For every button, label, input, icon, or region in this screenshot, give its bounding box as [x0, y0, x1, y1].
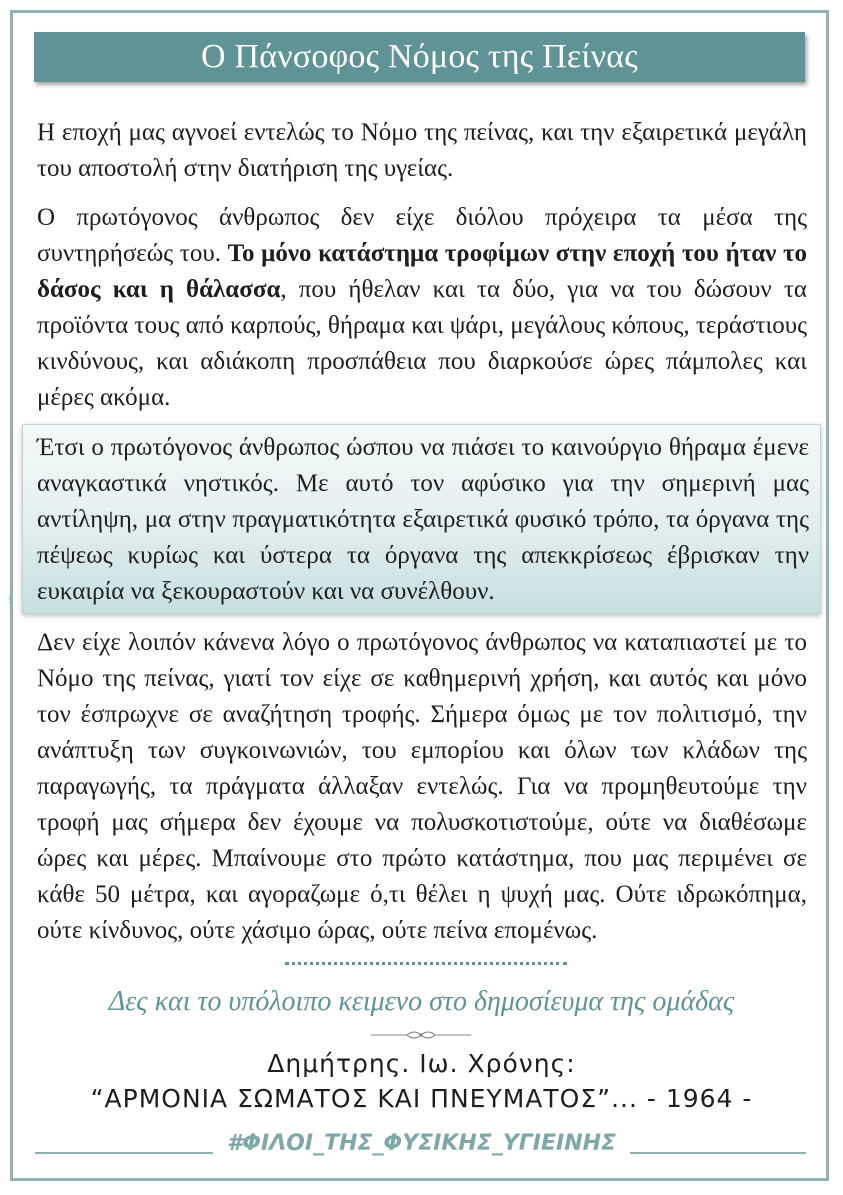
- paragraph-3-highlighted: Έτσι ο πρωτόγονος άνθρωπος ώσπου να πιάσει το καινούργιο θήραμα έμενε αναγκαστικά νηστικός. Με αυτό τον αφύσικο για την σημερινή μας αντίληψη, μα στην πραγματικότητα εξαιρετικά φυσικό τρόπο, τα όργανα της πέψεως κυρίως και ύστερα τα όργανα της απεκκρίσεως έβρισκαν την ευκαιρία να ξεκουραστούν και να συνέλθουν.: [37, 434, 809, 605]
- paragraph-2-end: , που ήθελαν και τα δύο, για να του δώσουν τα προϊόντα τους από καρπούς, θήραμα και ψάρι, μεγάλους κόπους, τεράστιους κινδύνους, και αδιάκοπη προσπάθεια που διαρκούσε ώρες πάμπολες και μέρες ακόμα.: [37, 276, 807, 411]
- dotted-separator: [285, 952, 567, 965]
- page-title: Ο Πάνσοφος Νόμος της Πείνας: [34, 32, 805, 82]
- paragraph-2: [37, 200, 807, 416]
- footer-line-left: [35, 1152, 213, 1154]
- author-work: “ΑΡΜΟΝΙΑ ΣΩΜΑΤΟΣ ΚΑΙ ΠΝΕΥΜΑΤΟΣ”... - 1964 -: [90, 1084, 753, 1113]
- hashtag: #ΦΙΛΟΙ_ΤΗΣ_ΦΥΣΙΚΗΣ_ΥΓΙΕΙΝΗΣ: [226, 1131, 617, 1156]
- frame-dot-left: ⁝: [8, 595, 12, 606]
- footer-line-right: [630, 1152, 806, 1154]
- paragraph-4: Δεν είχε λοιπόν κάνενα λόγο ο πρωτόγονος άνθρωπος να καταπιαστεί με το Νόμο της πείνας, γιατί τον είχε σε καθημερινή χρήση, και αυτός και μόνο τον έσπρωχνε σε αναζήτηση τροφής. Σήμερα όμως με τον πολιτισμό, την ανάπτυξη των συγκοινωνιών, του εμπορίου και όλων των κλάδων της παραγωγής, τα πράγματα άλλαξαν εντελώς. Για να προμηθευτούμε την τροφή μας σήμερα δεν έχουμε να πολυσκοτιστούμε, ούτε να διαθέσωμε ώρες και μέρες. Μπαίνουμε στο πρώτο κατάστημα, που μας περιμένει σε κάθε 50 μέτρα, και αγοραζωμε ό,τι θέλει η ψυχή μας. Ούτε ιδρωκόπημα, ούτε κίνδυνος, ούτε χάσιμο ώρας, ούτε πείνα επομένως.: [37, 629, 807, 944]
- frame-dot-right: ⁝: [826, 595, 830, 606]
- paragraph-2-bold: Το μόνο κατάστημα τροφίμων στην εποχή του ήταν το δάσος και η θάλασσα: [37, 240, 807, 303]
- paragraph-1: Η εποχή μας αγνοεί εντελώς το Νόμο της πείνας, και την εξαιρετικά μεγάλη του αποστολή στην διατήριση της υγείας.: [37, 119, 807, 182]
- ornament-divider: [371, 1028, 471, 1042]
- see-more-note: Δες και το υπόλοιπο κειμενο στο δημοσίευμα της ομάδας: [108, 986, 735, 1017]
- paragraph-2-start: Ο πρωτόγονος άνθρωπος δεν είχε διόλου πρόχειρα τα μέσα της συντηρήσεώς του.: [37, 204, 807, 267]
- author-name: Δημήτρης. Ιω. Χρόνης:: [267, 1049, 576, 1078]
